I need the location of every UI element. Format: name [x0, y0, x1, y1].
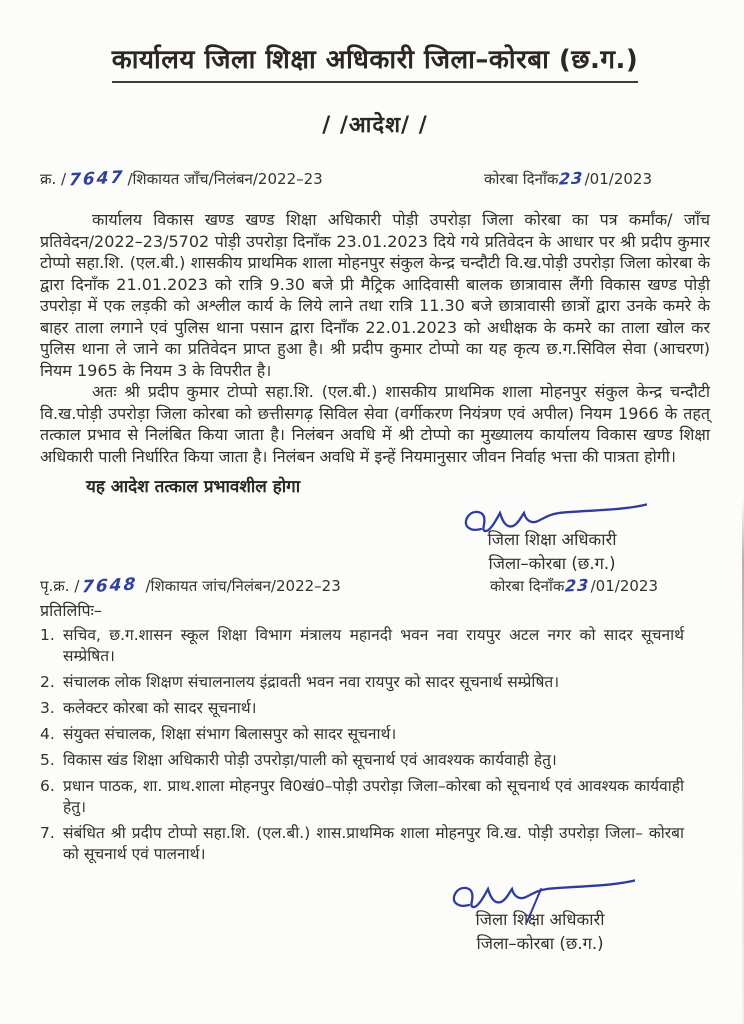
copy-item-number: 6. [40, 777, 55, 795]
copy-item [40, 724, 710, 745]
signature-mark [445, 875, 635, 923]
signatory-office: जिला–कोरबा (छ.ग.) [488, 554, 616, 573]
dispatch-date [484, 169, 652, 189]
effective-immediately-line: यह आदेश तत्काल प्रभावशील होगा [86, 477, 301, 497]
handwritten-date-day: 23 [558, 168, 585, 189]
order-heading: / /आदेश/ / [322, 113, 428, 138]
reference-number [40, 169, 323, 189]
copy-item [40, 750, 710, 771]
body-paragraph-1: कार्यालय विकास खण्ड खण्ड शिक्षा अधिकारी पोड़ी उपरोड़ा जिला कोरबा का पत्र कर्मांक/ जाँच प्रतिवेदन/2022–23/5702 पोड़ी उपरोड़ा दिनाँक 23.01.2023 दिये गये प्रतिवेदन के आधार पर श्री प्रदीप कुमार टोप्पो सहा.शि. (एल.बी.) शासकीय प्राथमिक शाला मोहनपुर संकुल केन्द्र चन्दौटी वि.ख.पोड़ी उपरोड़ा जिला कोरबा के द्वारा दिनाँक 21.01.2023 को रात्रि 9.30 बजे प्री मैट्रिक आदिवासी बालक छात्रावास लैंगी विकास खण्ड पोड़ी उपरोड़ा में एक लड़की को अश्लील कार्य के लिये लाने तथा रात्रि 11.30 बजे छात्रावासी छात्रों द्वारा उनके कमरे के बाहर ताला लगाने एवं पुलिस थाना पसान द्वारा दिनाँक 22.01.2023 को अधीक्षक के कमरे का ताला खोल कर पुलिस थाना ले जाने का प्रतिवेदन प्राप्त हुआ है। श्री प्रदीप कुमार टोप्पो का यह कृत्य छ.ग.सिविल सेवा (आचरण) नियम 1965 के नियम 3 के विपरीत है। [40, 210, 710, 380]
copy-item-number: 4. [40, 725, 55, 743]
endorsement-prefix: पृ.क्र. / [40, 577, 80, 595]
copy-item-text: संयुक्त संचालक, शिक्षा संभाग बिलासपुर को सादर सूचनार्थ। [63, 725, 397, 743]
copy-item-text: कलेक्टर कोरबा को सादर सूचनार्थ। [63, 699, 257, 717]
copy-item [40, 672, 710, 693]
reference-prefix: क्र. / [40, 170, 67, 188]
endorsement-line [40, 576, 710, 596]
copy-item-text: संबंधित श्री प्रदीप टोप्पो सहा.शि. (एल.बी.) शास.प्राथमिक शाला मोहनपुर वि.ख. पोड़ी उपरोड़ा जिला– कोरबा को सूचनार्थ एवं पालनार्थ। [63, 824, 684, 863]
endorsement-place-date-label: कोरबा दिनाँक [490, 577, 565, 595]
copy-item-number: 2. [40, 673, 55, 691]
body-paragraph-2: अतः श्री प्रदीप कुमार टोप्पो सहा.शि. (एल.बी.) शासकीय प्राथमिक शाला मोहनपुर संकुल केन्द्र चन्दौटी वि.ख.पोड़ी उपरोड़ा जिला कोरबा को छत्तीसगढ़ सिविल सेवा (वर्गीकरण नियंत्रण एवं अपील) नियम 1966 के तहत् तत्काल प्रभाव से निलंबित किया जाता है। निलंबन अवधि में श्री टोप्पो का मुख्यालय कार्यालय विकास खण्ड शिक्षा अधिकारी पाली निर्धारित किया जाता है। निलंबन अवधि में इन्हें नियमानुसार जीवन निर्वाह भत्ता की पात्रता होगी। [40, 382, 710, 466]
signature-block-top [442, 499, 662, 576]
copy-list [40, 625, 710, 865]
signature-mark [457, 499, 647, 543]
endorsement-date-rest: /01/2023 [590, 577, 658, 595]
handwritten-ref-number: 7647 [68, 167, 125, 191]
date-rest: /01/2023 [584, 170, 652, 188]
copy-item [40, 823, 710, 865]
reference-line [40, 169, 710, 189]
signatory-office: जिला–कोरबा (छ.ग.) [476, 934, 604, 953]
copy-item-text: संचालक लोक शिक्षण संचालनालय इंद्रावती भवन नवा रायपुर को सादर सूचनार्थ सम्प्रेषित। [63, 673, 560, 691]
copy-item [40, 776, 710, 818]
endorsement-suffix: /शिकायत जांच/निलंबन/2022–23 [140, 577, 341, 595]
copy-item [40, 698, 710, 719]
document-title: कार्यालय जिला शिक्षा अधिकारी जिला–कोरबा (छ.ग.) [112, 40, 639, 83]
signatory-designation: जिला शिक्षा अधिकारी [487, 530, 617, 549]
reference-suffix: /शिकायत जाँच/निलंबन/2022–23 [127, 170, 323, 188]
endorsement-date [490, 576, 658, 596]
signatory-designation: जिला शिक्षा अधिकारी [475, 910, 605, 929]
copy-item-number: 7. [40, 824, 55, 842]
place-date-label: कोरबा दिनाँक [484, 170, 559, 188]
handwritten-endorsement-day: 23 [564, 575, 591, 596]
copy-item-text: सचिव, छ.ग.शासन स्कूल शिक्षा विभाग मंत्रालय महानदी भवन नवा रायपुर अटल नगर को सादर सूचनार्थ सम्प्रेषित। [63, 626, 684, 665]
endorsement-number [40, 576, 341, 596]
copy-item-number: 1. [40, 626, 55, 644]
order-body [40, 209, 710, 467]
copy-item-number: 3. [40, 699, 55, 717]
document-header [40, 40, 710, 83]
copy-item [40, 625, 710, 667]
copy-item-text: विकास खंड शिक्षा अधिकारी पोड़ी उपरोड़ा/पाली को सूचनार्थ एवं आवश्यक कार्यवाही हेतु। [63, 751, 557, 769]
copies-heading: प्रतिलिपिः– [40, 601, 102, 620]
signature-block-bottom [430, 875, 650, 956]
copy-item-number: 5. [40, 751, 55, 769]
copy-item-text: प्रधान पाठक, शा. प्राथ.शाला मोहनपुर वि0खं0–पोड़ी उपरोड़ा जिला–कोरबा को सूचनार्थ एवं आवश्यक कार्यवाही हेतु। [63, 777, 684, 816]
handwritten-endorsement-number: 7648 [81, 574, 139, 598]
